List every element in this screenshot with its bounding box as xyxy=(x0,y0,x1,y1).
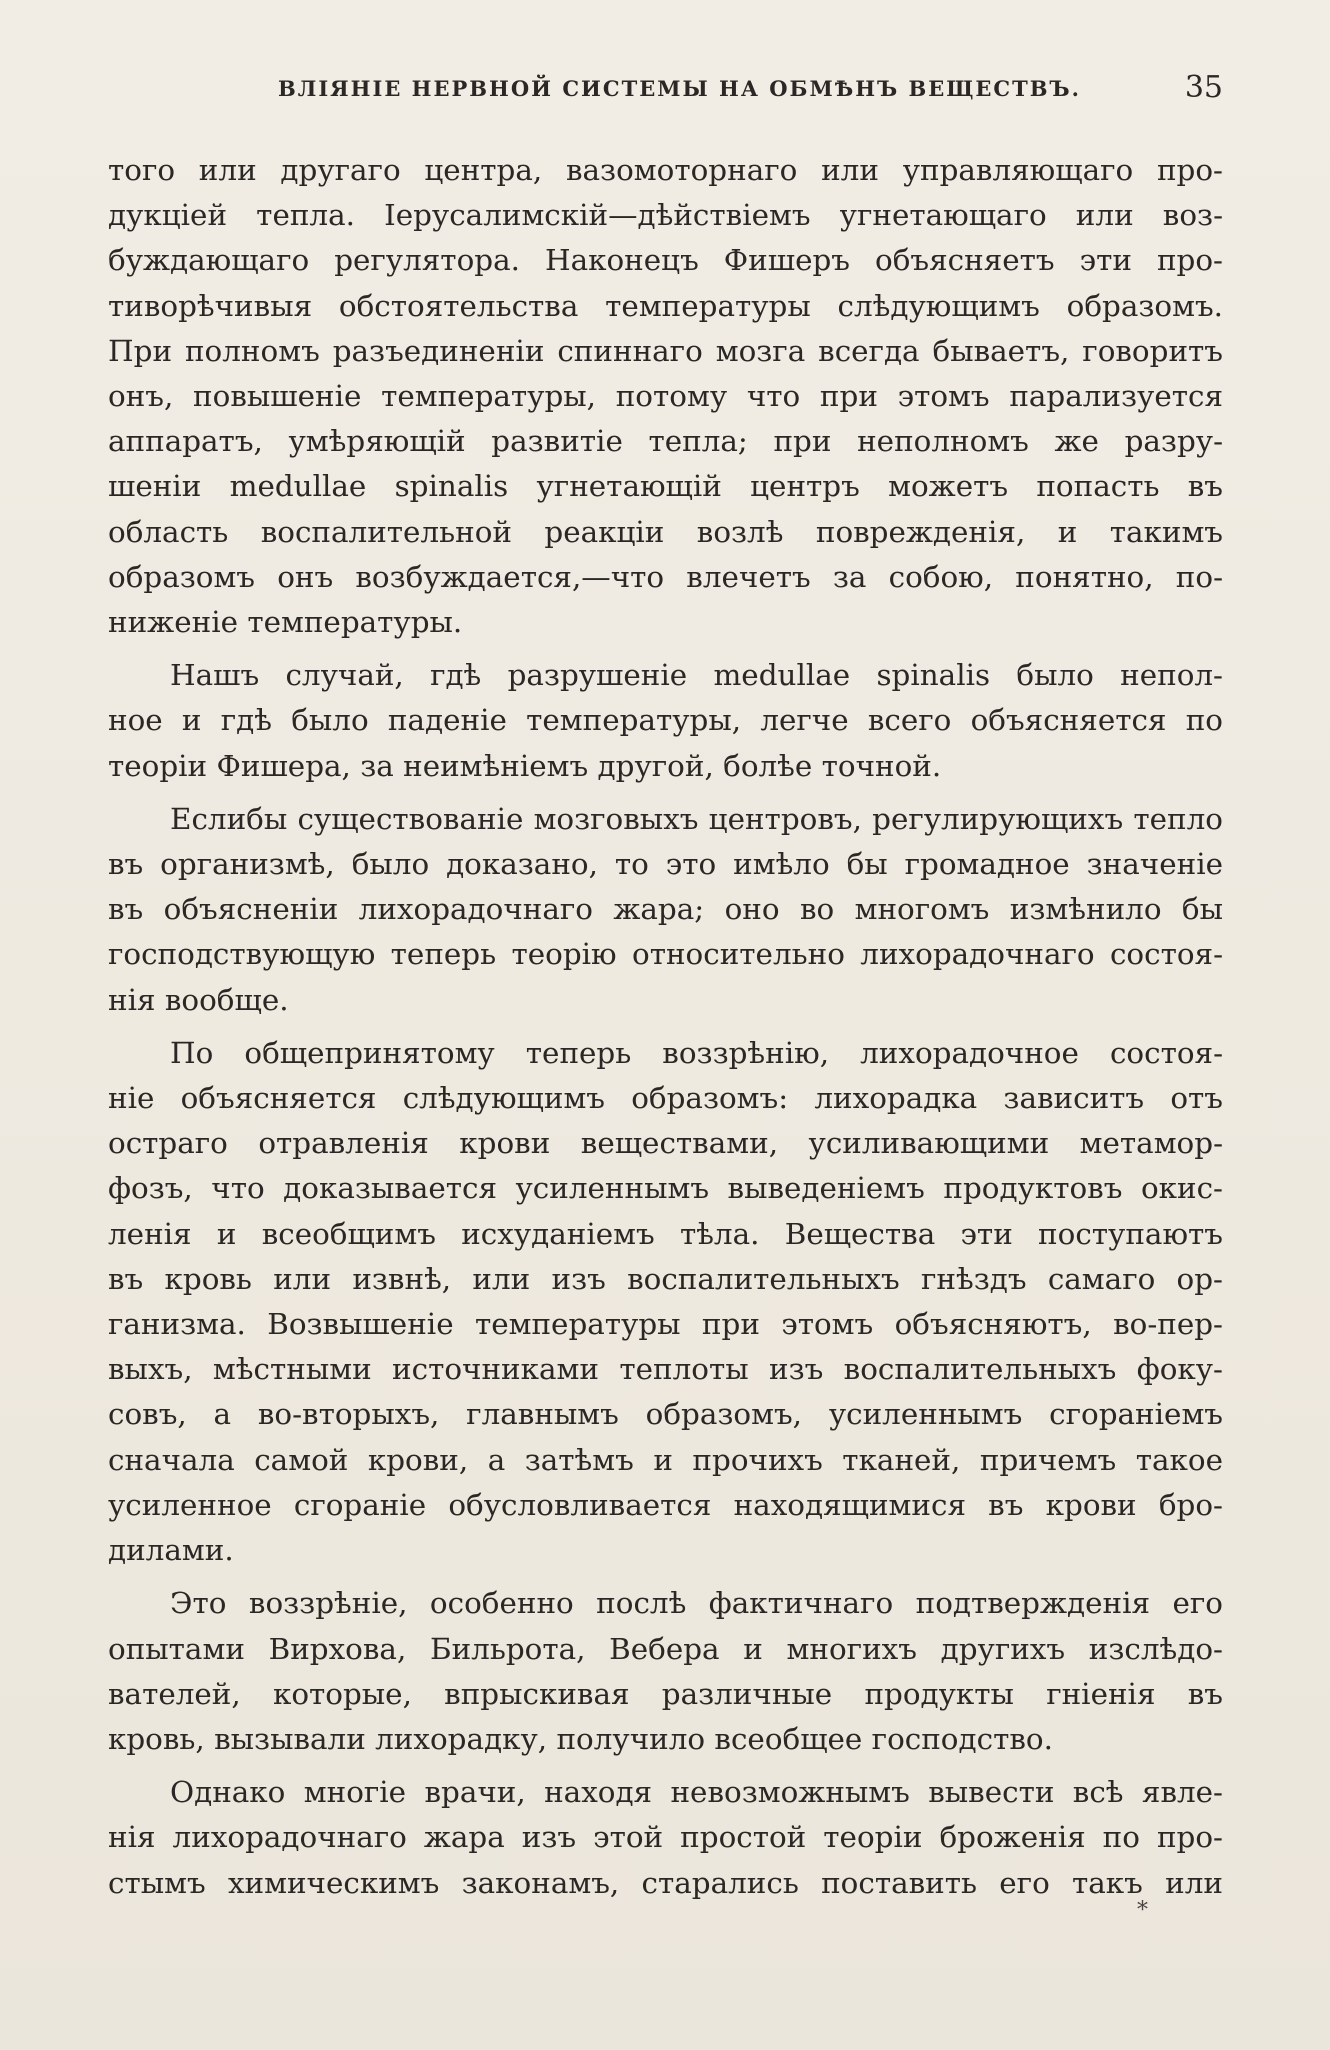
text-line: тиворѣчивыя обстоятельства температуры слѣдующимъ образомъ. xyxy=(108,288,1223,323)
text-line: сначала самой крови, а затѣмъ и прочихъ тканей, причемъ такое xyxy=(108,1442,1223,1477)
paragraph-2 xyxy=(108,653,1223,789)
paragraph-4 xyxy=(108,1031,1223,1573)
text-line: усиленное сгораніе обусловливается находящимися въ крови бро- xyxy=(108,1487,1223,1522)
footer-mark: * xyxy=(1137,1898,1148,1923)
text-line: ніе объясняется слѣдующимъ образомъ: лихорадка зависитъ отъ xyxy=(108,1081,1223,1116)
text-line: выхъ, мѣстными источниками теплоты изъ воспалительныхъ фоку- xyxy=(108,1352,1223,1387)
text-line: въ организмѣ, было доказано, то это имѣло бы громадное значеніе xyxy=(108,847,1223,882)
text-line: остраго отравленія крови веществами, усиливающими метамор- xyxy=(108,1126,1223,1161)
text-line: По общепринятому теперь воззрѣнію, лихорадочное состоя- xyxy=(170,1035,1223,1070)
text-line: вателей, которые, впрыскивая различные продукты гніенія въ xyxy=(108,1676,1223,1711)
body-text xyxy=(108,148,1223,1906)
paragraph-1 xyxy=(108,148,1223,645)
text-line: область воспалительной реакціи возлѣ поврежденія, и такимъ xyxy=(108,514,1223,549)
text-line: ниженіе температуры. xyxy=(108,605,463,640)
text-line: образомъ онъ возбуждается,—что влечетъ за собою, понятно, по- xyxy=(108,559,1223,594)
running-title: ВЛІЯНІЕ НЕРВНОЙ СИСТЕМЫ НА ОБМѢНЪ ВЕЩЕСТВЪ. xyxy=(278,76,1081,101)
text-line: стымъ химическимъ законамъ, старались поставить его такъ или xyxy=(108,1865,1223,1900)
paragraph-6 xyxy=(108,1770,1223,1906)
text-line: нія лихорадочнаго жара изъ этой простой теоріи броженія по про- xyxy=(108,1820,1223,1855)
text-line: нія вообще. xyxy=(108,982,289,1017)
text-line: шеніи medullae spinalis угнетающій центръ можетъ попасть въ xyxy=(108,469,1223,504)
text-line: При полномъ разъединеніи спиннаго мозга всегда бываетъ, говоритъ xyxy=(108,333,1223,368)
paragraph-5 xyxy=(108,1581,1223,1762)
text-line: Однако многіе врачи, находя невозможнымъ вывести всѣ явле- xyxy=(170,1775,1223,1810)
text-line: теоріи Фишера, за неимѣніемъ другой, болѣе точной. xyxy=(108,748,942,783)
text-line: того или другаго центра, вазомоторнаго или управляющаго про- xyxy=(108,153,1223,187)
text-line: кровь, вызывали лихорадку, получило всеобщее господство. xyxy=(108,1721,1053,1756)
page-number: 35 xyxy=(1184,70,1223,105)
text-line: совъ, а во-вторыхъ, главнымъ образомъ, усиленнымъ сгораніемъ xyxy=(108,1397,1223,1432)
text-line: Нашъ случай, гдѣ разрушеніе medullae spinalis было непол- xyxy=(170,658,1223,693)
text-line: Это воззрѣніе, особенно послѣ фактичнаго подтвержденія его xyxy=(170,1586,1223,1621)
text-line: буждающаго регулятора. Наконецъ Фишеръ объясняетъ эти про- xyxy=(108,243,1223,278)
text-line: въ кровь или извнѣ, или изъ воспалительныхъ гнѣздъ самаго ор- xyxy=(108,1261,1223,1296)
text-line: ганизма. Возвышеніе температуры при этомъ объясняютъ, во-пер- xyxy=(108,1307,1223,1342)
paragraph-3 xyxy=(108,797,1223,1023)
text-line: фозъ, что доказывается усиленнымъ выведеніемъ продуктовъ окис- xyxy=(108,1171,1223,1206)
text-line: ное и гдѣ было паденіе температуры, легче всего объясняется по xyxy=(108,703,1223,738)
text-line: дукціей тепла. Іерусалимскій—дѣйствіемъ угнетающаго или воз- xyxy=(108,198,1223,233)
text-line: въ объясненіи лихорадочнаго жара; оно во многомъ измѣнило бы xyxy=(108,892,1223,927)
text-line: дилами. xyxy=(108,1533,234,1568)
text-line: господствующую теперь теорію относительно лихорадочнаго состоя- xyxy=(108,937,1223,972)
text-line: ленія и всеобщимъ исхуданіемъ тѣла. Вещества эти поступаютъ xyxy=(108,1216,1223,1251)
text-line: онъ, повышеніе температуры, потому что при этомъ парализуется xyxy=(108,379,1223,414)
text-line: опытами Вирхова, Бильрота, Вебера и многихъ другихъ изслѣдо- xyxy=(108,1631,1223,1666)
text-line: аппаратъ, умѣряющій развитіе тепла; при неполномъ же разру- xyxy=(108,424,1223,459)
text-line: Еслибы существованіе мозговыхъ центровъ, регулирующихъ тепло xyxy=(170,801,1223,836)
page-header xyxy=(108,70,1223,110)
